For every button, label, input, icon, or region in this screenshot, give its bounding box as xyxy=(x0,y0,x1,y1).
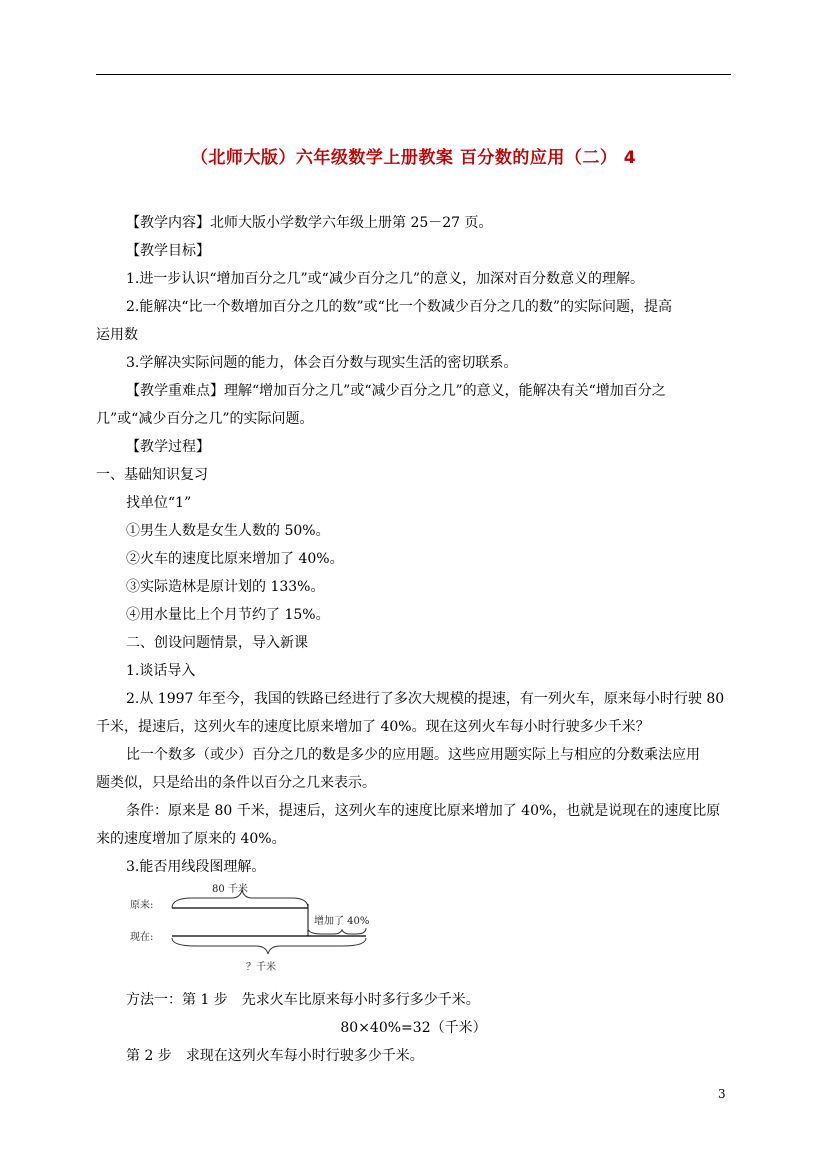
bottom-brace xyxy=(172,938,366,954)
line-segment-diagram xyxy=(126,876,386,976)
review-item-1: ①男生人数是女生人数的 50%。 xyxy=(126,523,330,539)
section-scenario: 二、创设问题情景，导入新课 xyxy=(126,635,308,651)
problem-text: 2.从 1997 年至今，我国的铁路已经进行了多次大规模的提速，有一列火车，原来每小时行驶 80 xyxy=(126,691,725,707)
key-points: 【教学重难点】理解“增加百分之几”或“减少百分之几”的意义，能解决有关“增加百分之 xyxy=(126,383,666,399)
heading-objectives: 【教学目标】 xyxy=(126,243,210,259)
diagram-row1-label: 原来: xyxy=(130,900,154,911)
intro-talk: 1.谈话导入 xyxy=(126,663,196,679)
problem-text-cont: 千米，提速后，这列火车的速度比原来增加了 40%。现在这列火车每小时行驶多少千米？ xyxy=(96,719,650,735)
line-diagram-prompt: 3.能否用线段图理解。 xyxy=(126,859,266,875)
condition: 条件：原来是 80 千米，提速后，这列火车的速度比原来增加了 40%，也就是说现在的速度比原 xyxy=(126,803,721,819)
formula-1: 80×40%=32（千米） xyxy=(340,1020,487,1036)
diagram-increase-label: 增加了 40% xyxy=(314,916,370,927)
page-number: 3 xyxy=(718,1087,726,1101)
method-1-step-1: 方法一：第 1 步 先求火车比原来每小时多行多少千米。 xyxy=(126,992,480,1008)
key-points-cont: 几”或“减少百分之几”的实际问题。 xyxy=(96,411,314,427)
explanation-cont: 题类似，只是给出的条件以百分之几来表示。 xyxy=(96,775,376,791)
review-item-4: ④用水量比上个月节约了 15%。 xyxy=(126,607,330,623)
header-rule xyxy=(96,74,731,75)
increase-brace xyxy=(308,928,366,934)
diagram-top-label: 80 千米 xyxy=(212,884,248,895)
explanation: 比一个数多（或少）百分之几的数是多少的应用题。这些应用题实际上与相应的分数乘法应用 xyxy=(126,747,700,763)
objective-2-cont: 运用数 xyxy=(96,327,138,343)
heading-process: 【教学过程】 xyxy=(126,439,210,455)
condition-cont: 来的速度增加了原来的 40%。 xyxy=(96,831,286,847)
diagram-row2-label: 现在: xyxy=(130,932,154,943)
review-item-3: ③实际造林是原计划的 133%。 xyxy=(126,579,325,595)
section-review: 一、基础知识复习 xyxy=(96,467,208,483)
diagram-bottom-label: ？千米 xyxy=(246,962,276,973)
method-1-step-2: 第 2 步 求现在这列火车每小时行驶多少千米。 xyxy=(126,1048,424,1064)
objective-2: 2.能解决“比一个数增加百分之几的数”或“比一个数减少百分之几的数”的实际问题，提高 xyxy=(126,299,672,315)
document-title: （北师大版）六年级数学上册教案 百分数的应用（二） 4 xyxy=(190,148,637,168)
teaching-content: 【教学内容】北师大版小学数学六年级上册第 25－27 页。 xyxy=(126,215,493,231)
find-unit-one: 找单位“1” xyxy=(126,495,192,511)
objective-1: 1.进一步认识“增加百分之几”或“减少百分之几”的意义，加深对百分数意义的理解。 xyxy=(126,271,644,287)
review-item-2: ②火车的速度比原来增加了 40%。 xyxy=(126,551,344,567)
objective-3: 3.学解决实际问题的能力，体会百分数与现实生活的密切联系。 xyxy=(126,355,518,371)
